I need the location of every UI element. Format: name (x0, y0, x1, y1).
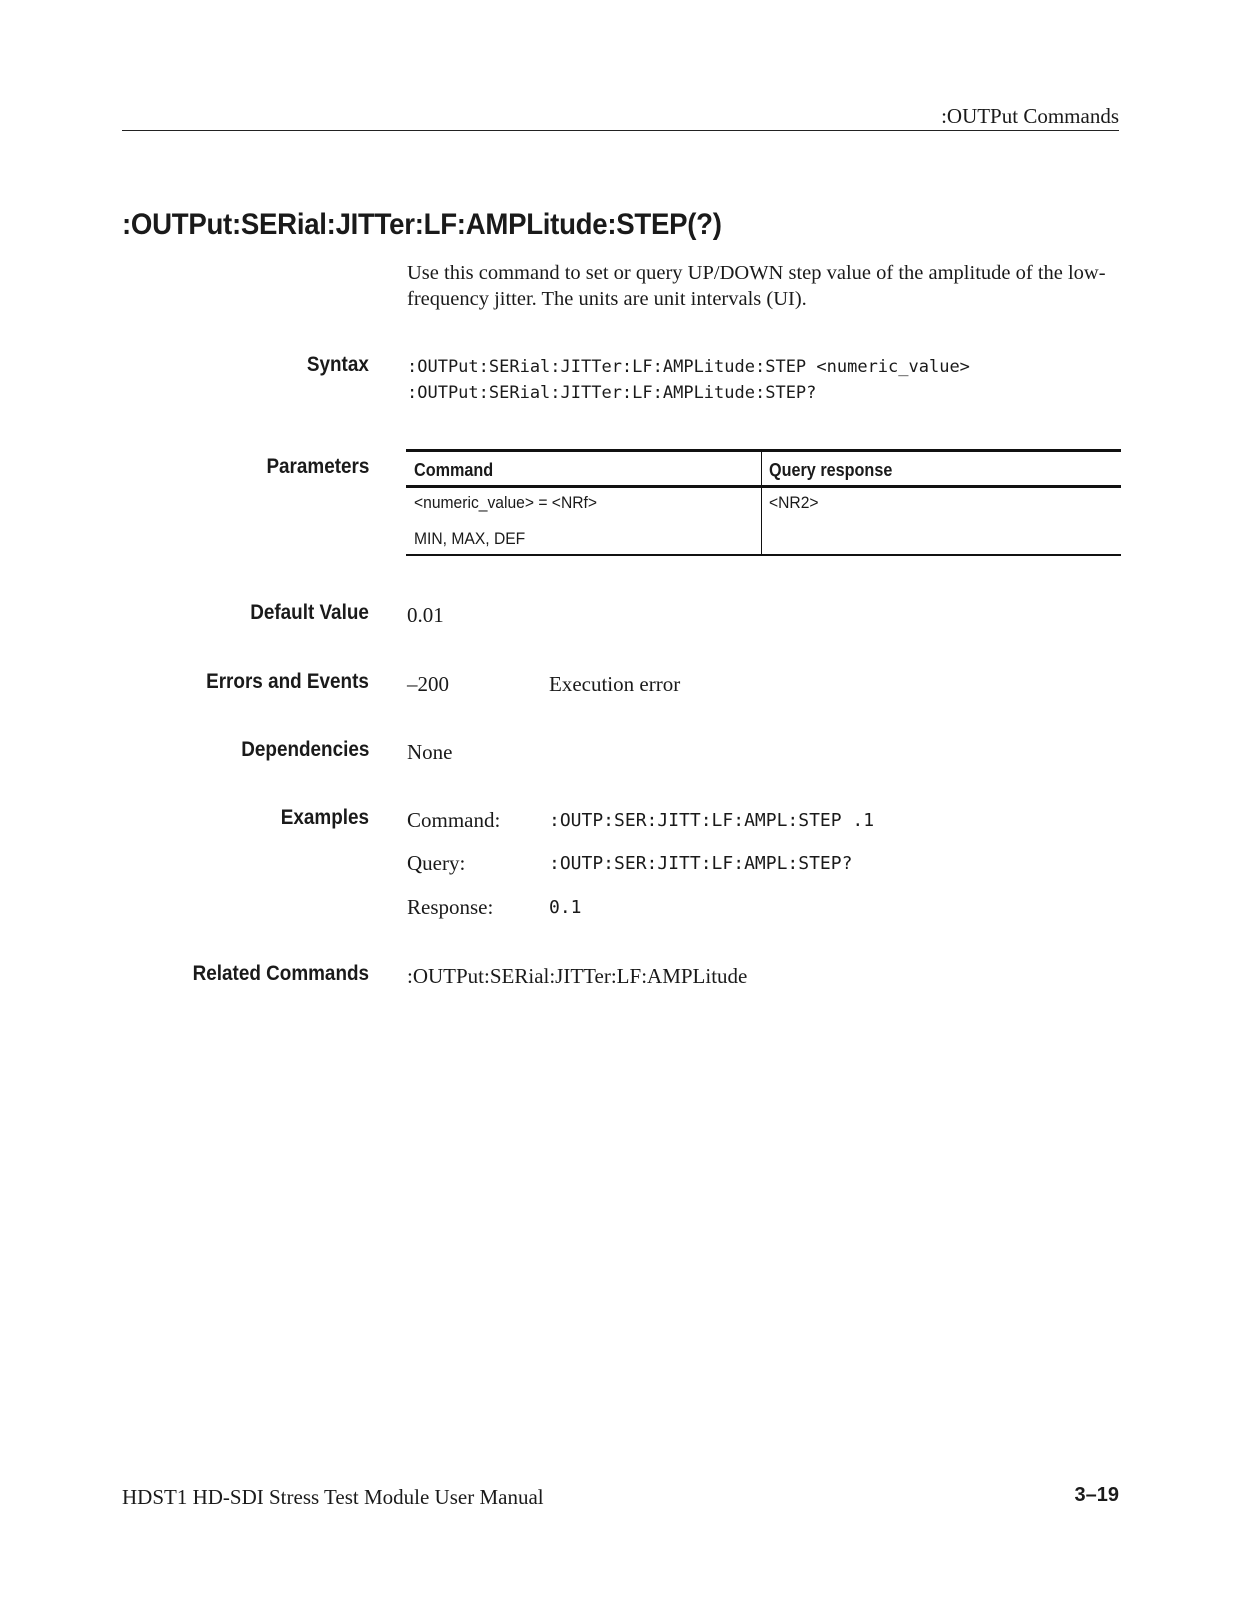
default-value-label: Default Value (250, 601, 369, 624)
syntax-line-set: :OUTPut:SERial:JITTer:LF:AMPLitude:STEP <numeric_value> (407, 357, 970, 377)
example-command-value: :OUTP:SER:JITT:LF:AMPL:STEP .1 (549, 810, 875, 831)
syntax-line-query: :OUTPut:SERial:JITTer:LF:AMPLitude:STEP? (407, 383, 817, 403)
example-query-value: :OUTP:SER:JITT:LF:AMPL:STEP? (549, 853, 853, 874)
related-command-link[interactable]: :OUTPut:SERial:JITTer:LF:AMPLitude (407, 964, 748, 988)
parameters-table (406, 449, 1121, 556)
query-response-value: <NR2> (769, 493, 819, 512)
dependencies-label: Dependencies (240, 738, 369, 761)
related-commands-label: Related Commands (192, 962, 369, 985)
example-command-label: Command: (407, 808, 501, 832)
footer-manual-title: HDST1 HD-SDI Stress Test Module User Manual (122, 1485, 544, 1509)
error-code: –200 (407, 672, 449, 696)
command-cell (406, 488, 762, 554)
syntax-label: Syntax (307, 353, 369, 376)
command-value-keywords: MIN, MAX, DEF (414, 529, 526, 548)
default-value: 0.01 (407, 603, 444, 627)
query-response-cell (762, 488, 1121, 554)
example-query-label: Query: (407, 851, 466, 875)
example-response-label: Response: (407, 895, 494, 919)
parameters-label: Parameters (266, 455, 369, 478)
examples-label: Examples (280, 806, 369, 829)
error-message: Execution error (549, 672, 681, 696)
errors-label: Errors and Events (206, 670, 369, 693)
footer-page-number: 3–19 (1074, 1484, 1119, 1506)
command-title: :OUTPut:SERial:JITTer:LF:AMPLitude:STEP(?) (122, 208, 722, 241)
header-cell-query-response: Query response (769, 460, 893, 480)
command-value-numeric: <numeric_value> = <NRf> (414, 493, 598, 512)
command-description: Use this command to set or query UP/DOWN step value of the amplitude of the low-frequency jitter. The units are unit intervals (UI). (407, 262, 1106, 310)
parameters-table-body (406, 488, 1121, 554)
header-rule (122, 130, 1119, 131)
running-head: :OUTPut Commands (941, 104, 1119, 128)
dependencies-value: None (407, 740, 453, 764)
header-cell-command: Command (406, 452, 762, 485)
example-response-value: 0.1 (549, 897, 582, 918)
parameters-table-header (406, 452, 1121, 488)
